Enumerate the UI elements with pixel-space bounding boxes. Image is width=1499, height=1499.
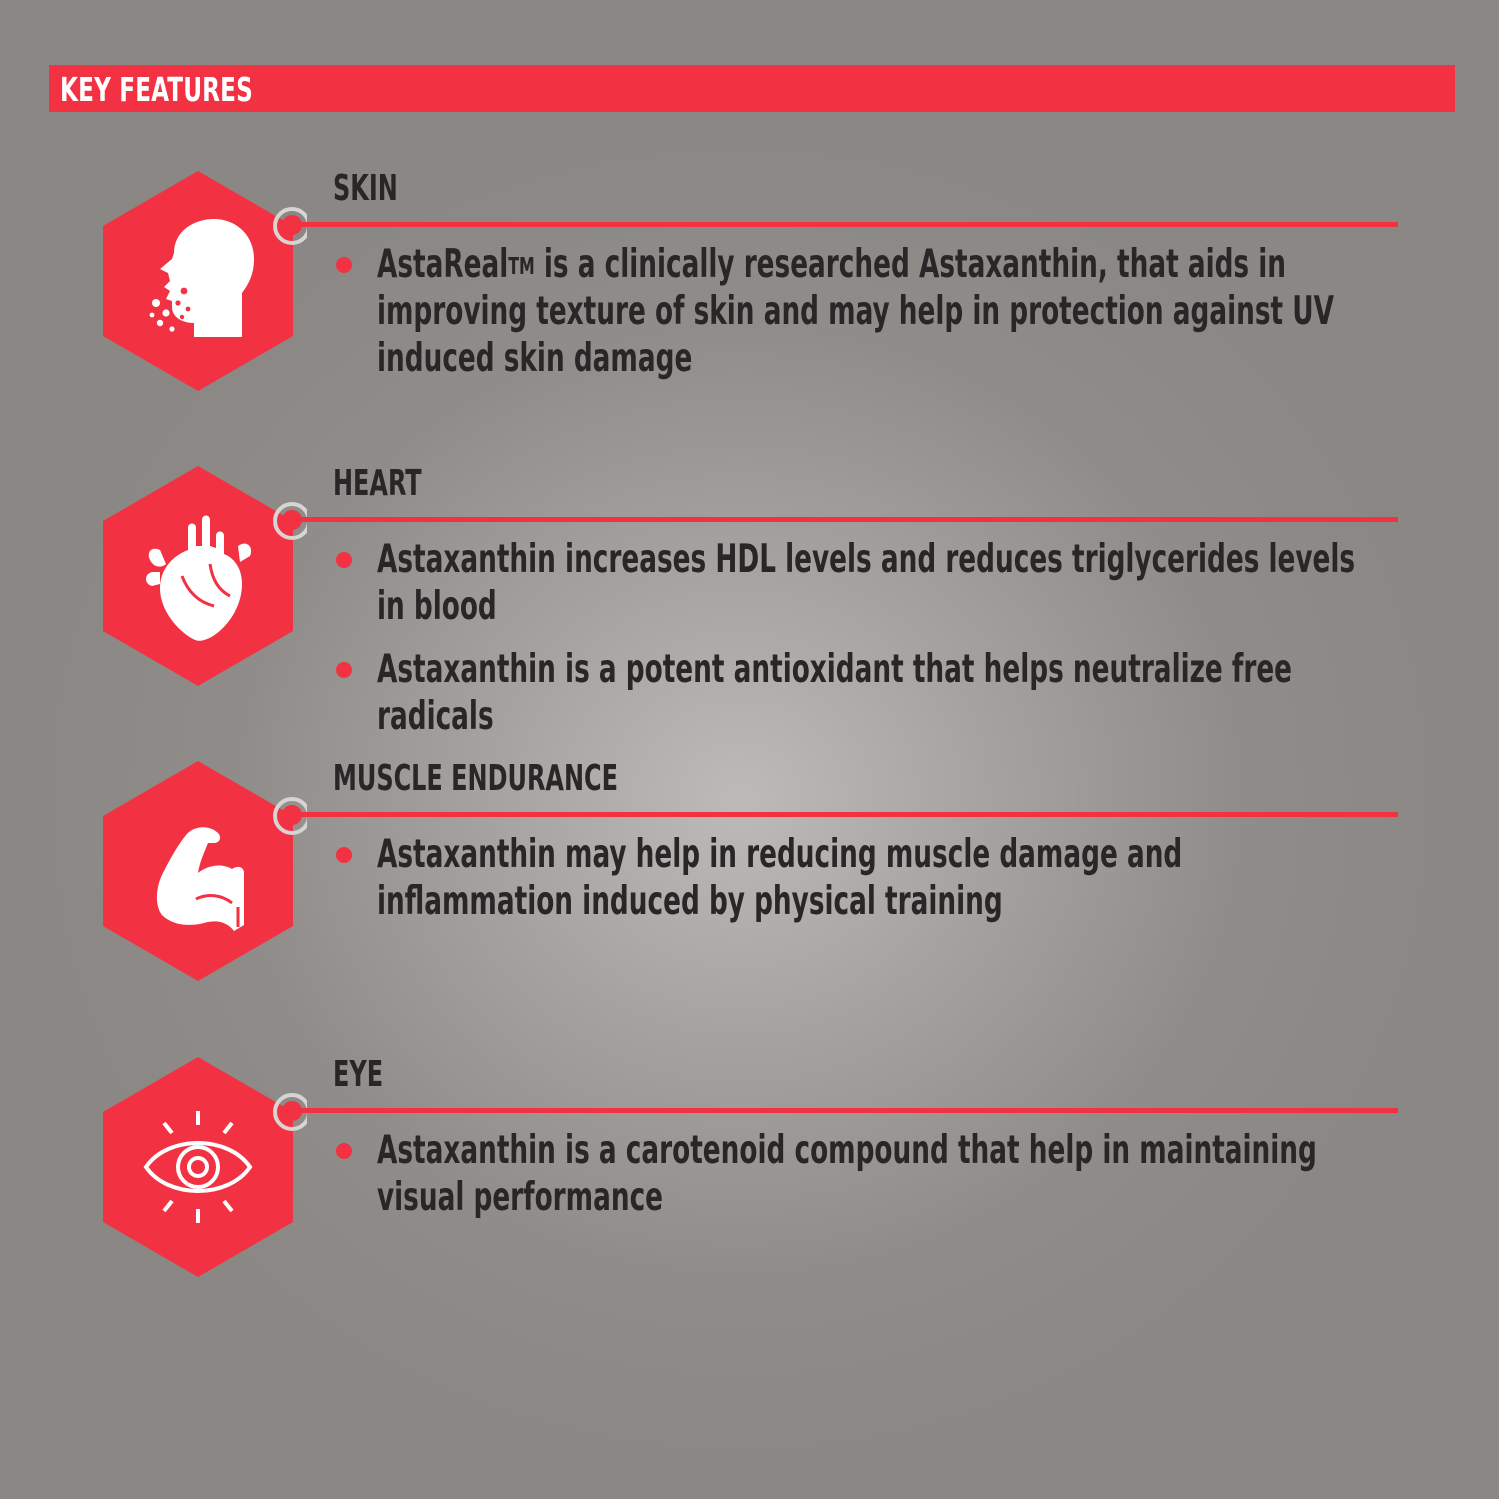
hexagon-badge [103, 171, 293, 391]
list-item [333, 831, 1403, 925]
list-item [333, 536, 1403, 630]
heart-icon [138, 506, 258, 646]
feature-heart [0, 463, 1499, 739]
list-item [333, 646, 1403, 740]
hexagon-badge [103, 1057, 293, 1277]
bullet-dot [336, 257, 352, 273]
bullet-list [333, 536, 1403, 756]
bullet-list [333, 831, 1403, 941]
banner-title: KEY FEATURES [60, 70, 253, 109]
section-title: SKIN [333, 168, 398, 209]
bullet-list [333, 1127, 1403, 1237]
eye-icon [138, 1097, 258, 1237]
section-rule [293, 517, 1398, 522]
bullet-text: Astaxanthin is a potent antioxidant that helps neutralize free radicals [377, 647, 1293, 739]
section-title: HEART [333, 463, 422, 504]
feature-eye [0, 1054, 1499, 1287]
bullet-dot [336, 847, 352, 863]
bullet-text: AstaReal™ is a clinically researched Astaxanthin, that aids in improving texture of skin and may help in protection against UV induced skin damage [377, 242, 1334, 381]
bullet-list [333, 241, 1403, 398]
list-item [333, 241, 1403, 382]
section-title: EYE [333, 1054, 384, 1095]
bullet-dot [336, 552, 352, 568]
bullet-dot [336, 1143, 352, 1159]
list-item [333, 1127, 1403, 1221]
feature-skin [0, 168, 1499, 401]
hexagon-badge [103, 761, 293, 981]
flexed-arm-icon [138, 801, 258, 941]
feature-muscle-endurance [0, 758, 1499, 991]
hexagon-badge [103, 466, 293, 686]
section-rule [293, 222, 1398, 227]
bullet-text: Astaxanthin is a carotenoid compound that help in maintaining visual performance [377, 1128, 1317, 1220]
section-title: MUSCLE ENDURANCE [333, 758, 618, 799]
key-features-banner [49, 65, 1455, 112]
section-rule [293, 1108, 1398, 1113]
trademark-mark: TM [508, 252, 535, 280]
bullet-text: Astaxanthin increases HDL levels and reduces triglycerides levels in blood [377, 537, 1356, 629]
section-rule [293, 812, 1398, 817]
face-icon [138, 211, 258, 351]
bullet-text: Astaxanthin may help in reducing muscle damage and inflammation induced by physical training [377, 832, 1183, 924]
bullet-dot [336, 662, 352, 678]
